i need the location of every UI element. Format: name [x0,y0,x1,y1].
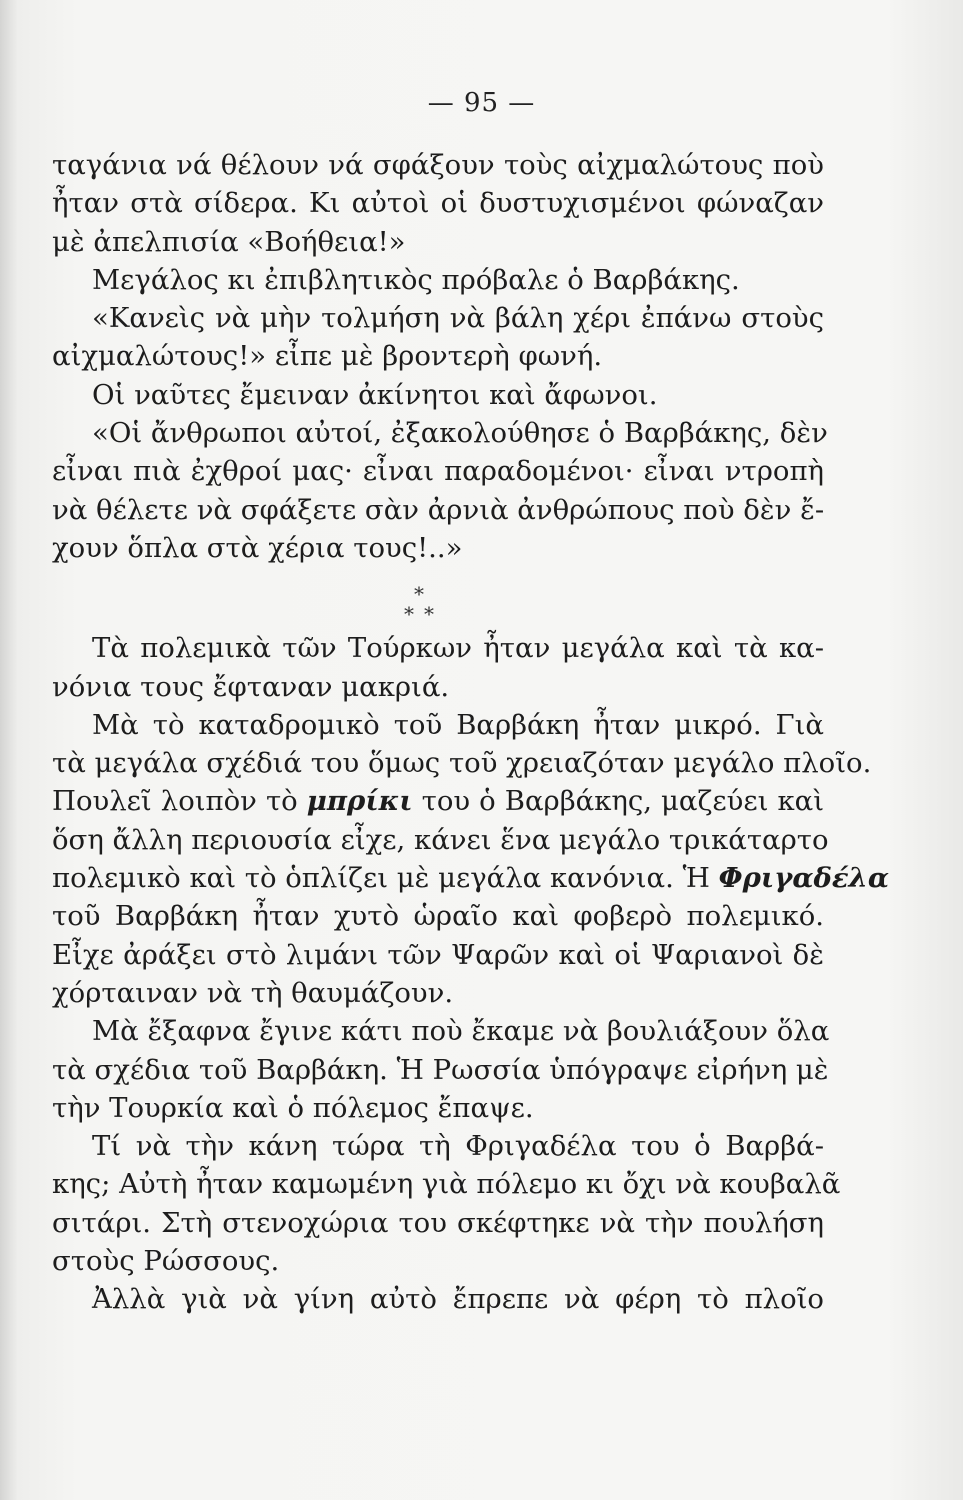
text-fragment: Πουλεῖ λοιπὸν τὸ [52,785,307,818]
emphasized-word: μπρίκι [306,785,413,818]
text-line: Τί νὰ τὴν κάνη τώρα τὴ Φριγαδέλα του ὁ Βαρβά- [92,1130,824,1163]
text-line [52,859,889,897]
text-line: τὴν Τουρκία καὶ ὁ πόλεμος ἔπαψε. [52,1091,534,1124]
text-fragment: του ὁ Βαρβάκης, μαζεύει καὶ [412,785,824,818]
text-line: νόνια τους ἔφταναν μακριά. [52,670,450,703]
text-line: χουν ὅπλα στὰ χέρια τους!..» [52,531,463,564]
text-line: ἦταν στὰ σίδερα. Κι αὐτοὶ οἱ δυστυχισμένοι φώναζαν [52,187,824,220]
separator-star: * [414,582,424,607]
text-line: Τὰ πολεμικὰ τῶν Τούρκων ἦταν μεγάλα καὶ τὰ κα- [92,632,824,665]
text-line: τὰ σχέδια τοῦ Βαρβάκη. Ἡ Ρωσσία ὑπόγραψε εἰρήνη μὲ [52,1053,829,1086]
text-line: Οἱ ναῦτες ἔμειναν ἀκίνητοι καὶ ἄφωνοι. [92,378,658,411]
text-line: κης; Αὐτὴ ἦταν καμωμένη γιὰ πόλεμο κι ὄχι νὰ κουβαλᾶ [52,1168,841,1201]
separator-star: * [404,602,414,627]
text-line: χόρταιναν νὰ τὴ θαυμάζουν. [52,976,454,1009]
text-line: εἶναι πιὰ ἐχθροί μας· εἶναι παραδομένοι· εἶναι ντροπὴ [52,455,824,488]
text-fragment: πολεμικὸ καὶ τὸ ὁπλίζει μὲ μεγάλα κανόνια. Ἡ [52,862,719,895]
text-line: Μεγάλος κι ἐπιβλητικὸς πρόβαλε ὁ Βαρβάκης. [92,263,740,296]
text-line: νὰ θέλετε νὰ σφάξετε σὰν ἀρνιὰ ἀνθρώπους ποὺ δὲν ἔ- [52,493,825,526]
text-line: Μὰ ἔξαφνα ἔγινε κάτι ποὺ ἔκαμε νὰ βουλιάξουν ὅλα [92,1015,830,1048]
text-line: Εἶχε ἀράξει στὸ λιμάνι τῶν Ψαρῶν καὶ οἱ Ψαριανοὶ δὲ [52,938,824,971]
body-text [52,146,889,1319]
text-line: Μὰ τὸ καταδρομικὸ τοῦ Βαρβάκη ἦταν μικρό. Γιὰ [92,708,824,741]
ship-name: Φριγαδέλα [718,862,889,895]
text-line: σιτάρι. Στὴ στενοχώρια του σκέφτηκε νὰ τὴν πουλήση [52,1206,824,1239]
section-separator [52,567,824,629]
text-line: τὰ μεγάλα σχέδιά του ὅμως τοῦ χρειαζόταν μεγάλο πλοῖο. [52,747,872,780]
text-line: Ἀλλὰ γιὰ νὰ γίνη αὐτὸ ἔπρεπε νὰ φέρη τὸ πλοῖο [92,1283,824,1316]
text-line: αἰχμαλώτους!» εἶπε μὲ βροντερὴ φωνή. [52,340,603,373]
page-number: — 95 — [427,88,536,118]
text-line [52,782,824,820]
text-line: ὅση ἄλλη περιουσία εἶχε, κάνει ἕνα μεγάλο τρικάταρτο [52,823,829,856]
binding-edge-shadow [0,0,18,1500]
text-line: «Οἱ ἄνθρωποι αὐτοί, ἐξακολούθησε ὁ Βαρβάκης, δὲν [92,417,828,450]
text-line: μὲ ἀπελπισία «Βοήθεια!» [52,225,406,258]
text-line: τοῦ Βαρβάκη ἦταν χυτὸ ὡραῖο καὶ φοβερὸ πολεμικό. [52,900,824,933]
separator-star: * [424,602,434,627]
text-line: «Κανεὶς νὰ μὴν τολμήση νὰ βάλη χέρι ἐπάνω στοὺς [92,302,824,335]
text-line: ταγάνια νά θέλουν νά σφάξουν τοὺς αἰχμαλώτους ποὺ [52,149,824,181]
text-line: στοὺς Ρώσσους. [52,1245,280,1278]
